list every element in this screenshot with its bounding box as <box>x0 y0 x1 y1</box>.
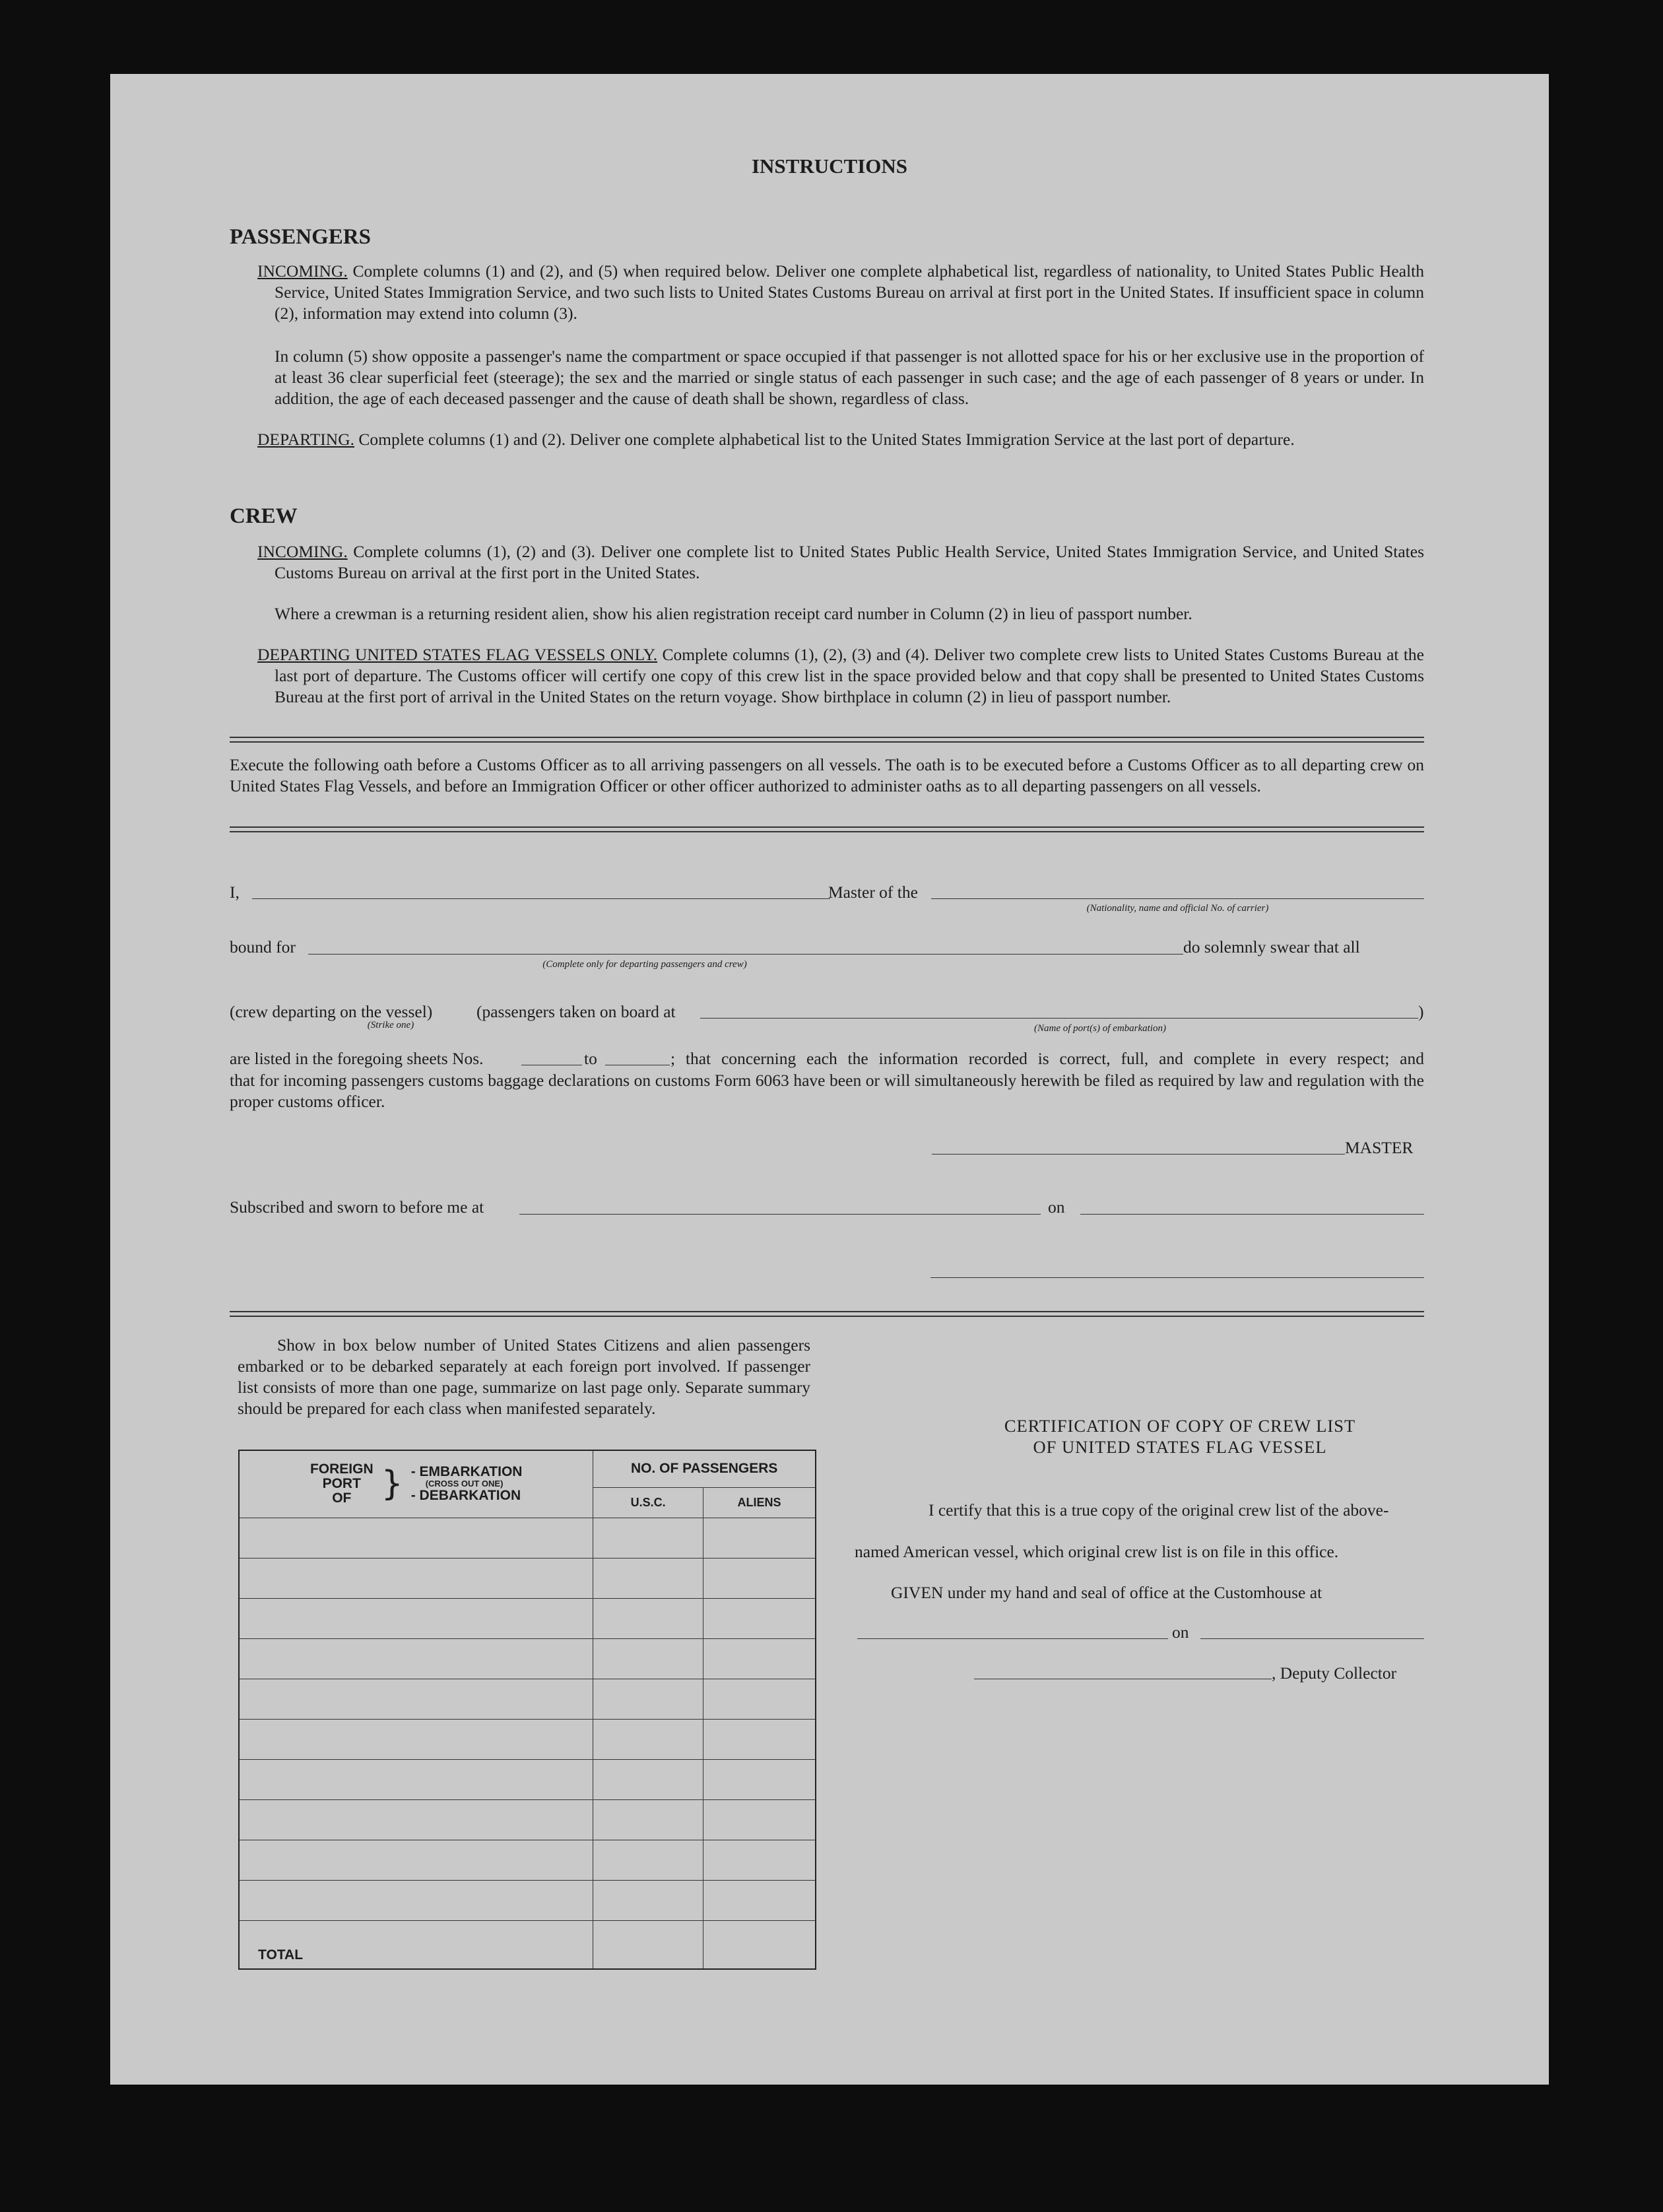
usc-cell[interactable] <box>593 1759 703 1799</box>
certification-date-line[interactable] <box>1200 1638 1424 1639</box>
certification-line1: I certify that this is a true copy of the original crew list of the above- <box>929 1500 1389 1520</box>
table-row <box>239 1598 816 1638</box>
embarkation-debarkation-label: - EMBARKATION (CROSS OUT ONE) - DEBARKATION <box>410 1464 523 1504</box>
embarkation-port-line[interactable] <box>700 1018 1418 1019</box>
crew-departing-paragraph <box>257 644 1424 708</box>
double-rule <box>230 737 1424 743</box>
aliens-cell[interactable] <box>703 1558 816 1598</box>
aliens-cell[interactable] <box>703 1679 816 1719</box>
crew-departing-text: Complete columns (1), (2), (3) and (4). Deliver two complete crew lists to United States Customs Bureau at the last port of departure. The Customs officer will certify one copy of this crew list in the space provided below and that copy shall be presented to United States Customs Bureau at the first port of arrival in the United States on the return voyage. Show birthplace in column (2) in lieu of passport number. <box>275 645 1424 706</box>
total-label: TOTAL <box>239 1920 593 1969</box>
subscribed-on-label: on <box>1048 1197 1065 1217</box>
summary-instructions: Show in box below number of United States Citizens and alien passengers embarked or to be debarked separately at each foreign port involved. If passenger list consists of more than one page, summarize on last page only. Separate summary should be prepared for each class when manifested separately. <box>238 1335 810 1418</box>
aliens-cell[interactable] <box>703 1518 816 1558</box>
aliens-cell[interactable] <box>703 1799 816 1840</box>
aliens-cell[interactable] <box>703 1880 816 1920</box>
port-cell[interactable] <box>239 1719 593 1759</box>
brace-symbol: } <box>381 1464 403 1504</box>
carrier-caption: (Nationality, name and official No. of carrier) <box>1086 903 1269 914</box>
table-row <box>239 1840 816 1880</box>
crew-departing-option: (crew departing on the vessel) <box>230 1002 433 1021</box>
usc-total-cell[interactable] <box>593 1920 703 1969</box>
crew-incoming-paragraph <box>257 541 1424 584</box>
aliens-total-cell[interactable] <box>703 1920 816 1969</box>
passenger-summary-table <box>238 1450 816 1970</box>
usc-cell[interactable] <box>593 1638 703 1679</box>
usc-cell[interactable] <box>593 1719 703 1759</box>
port-cell[interactable] <box>239 1518 593 1558</box>
usc-cell[interactable] <box>593 1799 703 1840</box>
close-paren: ) <box>1418 1002 1424 1021</box>
passengers-taken-option: (passengers taken on board at <box>476 1002 676 1021</box>
subscribed-date-line[interactable] <box>1080 1214 1424 1215</box>
table-row <box>239 1558 816 1598</box>
table-row <box>239 1880 816 1920</box>
double-rule <box>230 826 1424 832</box>
subscribed-place-line[interactable] <box>519 1214 1041 1215</box>
aliens-header: ALIENS <box>703 1487 816 1518</box>
embarkation-port-caption: (Name of port(s) of embarkation) <box>1034 1023 1166 1034</box>
certification-title-line1: CERTIFICATION OF COPY OF CREW LIST <box>1004 1416 1356 1436</box>
port-cell[interactable] <box>239 1840 593 1880</box>
master-signature-line[interactable] <box>932 1154 1345 1155</box>
passengers-incoming-text: Complete columns (1) and (2), and (5) when required below. Deliver one complete alphabetical list, regardless of nationality, to United States Public Health Service, United States Immigration Service, and two such lists to United States Customs Bureau on arrival at first port in the United States. If insufficient space in column (2), information may extend into column (3). <box>275 261 1424 323</box>
table-row <box>239 1719 816 1759</box>
aliens-cell[interactable] <box>703 1719 816 1759</box>
double-rule <box>230 1311 1424 1317</box>
certification-line3: GIVEN under my hand and seal of office at the Customhouse at <box>891 1583 1322 1602</box>
passengers-column5-paragraph: In column (5) show opposite a passenger's name the compartment or space occupied if that passenger is not allotted space for his or her exclusive use in the proportion of at least 36 clear superficial feet (steerage); the sex and the married or single status of each passenger in such case; and the age of each passenger of 8 years or under. In addition, the age of each deceased passenger and the cause of death shall be shown, regardless of class. <box>275 347 1424 408</box>
form-sheet <box>110 74 1549 2085</box>
aliens-cell[interactable] <box>703 1759 816 1799</box>
aliens-cell[interactable] <box>703 1638 816 1679</box>
aliens-cell[interactable] <box>703 1840 816 1880</box>
crew-incoming-text: Complete columns (1), (2) and (3). Deliver one complete list to United States Public Health Service, United States Immigration Service, and United States Customs Bureau on arrival at the first port in the United States. <box>275 542 1424 582</box>
certification-on-label: on <box>1172 1623 1189 1642</box>
table-row <box>239 1518 816 1558</box>
aliens-cell[interactable] <box>703 1598 816 1638</box>
passengers-incoming-paragraph <box>257 261 1424 324</box>
customhouse-place-line[interactable] <box>857 1638 1168 1639</box>
listed-sheets-label: are listed in the foregoing sheets Nos. <box>230 1049 484 1068</box>
strike-one-caption: (Strike one) <box>367 1020 414 1030</box>
passengers-departing-paragraph <box>257 429 1424 450</box>
crew-returning-paragraph: Where a crewman is a returning resident alien, show his alien registration receipt card number in Column (2) in lieu of passport number. <box>275 604 1192 623</box>
passengers-heading: PASSENGERS <box>230 225 371 249</box>
usc-cell[interactable] <box>593 1518 703 1558</box>
deputy-collector-label: , Deputy Collector <box>1272 1663 1397 1683</box>
oath-i: I, <box>230 883 240 902</box>
usc-cell[interactable] <box>593 1558 703 1598</box>
certification-title-line2: OF UNITED STATES FLAG VESSEL <box>1033 1437 1327 1457</box>
port-cell[interactable] <box>239 1679 593 1719</box>
usc-cell[interactable] <box>593 1679 703 1719</box>
subscribed-label: Subscribed and sworn to before me at <box>230 1197 484 1217</box>
no-of-passengers-header: NO. OF PASSENGERS <box>593 1450 816 1487</box>
officer-signature-line[interactable] <box>930 1277 1424 1278</box>
listed-to-label: to <box>584 1049 597 1068</box>
bound-for-caption: (Complete only for departing passengers and crew) <box>542 959 747 970</box>
total-row <box>239 1920 816 1969</box>
port-header-cell <box>239 1450 593 1518</box>
usc-header: U.S.C. <box>593 1487 703 1518</box>
crew-heading: CREW <box>230 504 298 528</box>
passengers-departing-lead: DEPARTING. <box>257 430 354 449</box>
port-cell[interactable] <box>239 1759 593 1799</box>
crew-departing-lead: DEPARTING UNITED STATES FLAG VESSELS ONLY. <box>257 645 658 664</box>
port-cell[interactable] <box>239 1598 593 1638</box>
bound-for-line[interactable] <box>308 954 1183 955</box>
carrier-line[interactable] <box>931 898 1424 899</box>
port-cell[interactable] <box>239 1799 593 1840</box>
bound-for-label: bound for <box>230 937 296 956</box>
usc-cell[interactable] <box>593 1598 703 1638</box>
certification-title <box>943 1415 1417 1458</box>
oath-instructions: Execute the following oath before a Customs Officer as to all arriving passengers on all vessels. The oath is to be executed before a Customs Officer as to all departing crew on United States Flag Vessels, and before an Immigration Officer or other officer authorized to administer oaths as to all departing passengers on all vessels. <box>230 755 1424 795</box>
master-label: MASTER <box>1345 1138 1414 1157</box>
port-cell[interactable] <box>239 1880 593 1920</box>
certification-line2: named American vessel, which original crew list is on file in this office. <box>855 1542 1339 1561</box>
port-cell[interactable] <box>239 1558 593 1598</box>
passengers-departing-text: Complete columns (1) and (2). Deliver one complete alphabetical list to the United States Immigration Service at the last port of departure. <box>354 430 1295 449</box>
table-row <box>239 1799 816 1840</box>
swear-label: do solemnly swear that all <box>1183 937 1360 956</box>
master-name-line[interactable] <box>252 898 830 899</box>
table-row <box>239 1759 816 1799</box>
crew-incoming-lead: INCOMING. <box>257 542 348 561</box>
foreign-port-of-label: FOREIGN PORT OF <box>310 1461 374 1506</box>
port-cell[interactable] <box>239 1638 593 1679</box>
passengers-incoming-lead: INCOMING. <box>257 261 348 281</box>
table-row <box>239 1638 816 1679</box>
listed-continuation: ; that concerning each the information recorded is correct, full, and complete in every respect; and <box>670 1049 1424 1068</box>
usc-cell[interactable] <box>593 1880 703 1920</box>
listed-rest-paragraph: that for incoming passengers customs baggage declarations on customs Form 6063 have been or will simultaneously herewith be filed as required by law and regulation with the proper customs officer. <box>230 1071 1424 1111</box>
table-row <box>239 1679 816 1719</box>
page-title: INSTRUCTIONS <box>751 154 907 178</box>
usc-cell[interactable] <box>593 1840 703 1880</box>
master-of-the-label: Master of the <box>828 883 918 902</box>
